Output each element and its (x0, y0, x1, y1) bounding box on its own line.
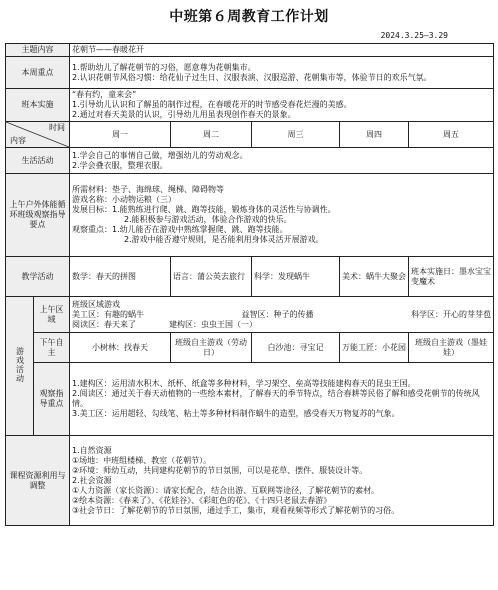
life-content (70, 148, 494, 174)
class-impl-row (6, 89, 494, 122)
afternoon-friday: 班级自主游戏（墨娃娃） (409, 333, 494, 363)
observe-text: 1.幼儿能否在游戏中熟练掌握爬、跳、跑等技能。 (112, 225, 288, 234)
resources-content (70, 436, 494, 526)
day-monday: 周一 (70, 122, 171, 148)
focus-label: 本周重点 (6, 57, 70, 89)
life-row (6, 148, 494, 174)
day-wednesday: 周三 (252, 122, 340, 148)
focus-content (70, 57, 494, 89)
area-reading: 阅读区：春天来了 (72, 319, 136, 329)
outdoor-goal-1 (72, 205, 491, 215)
theme-value: 花朝节——春暖花开 (70, 44, 494, 57)
class-impl-content (70, 89, 494, 122)
resources-line: ③社会节日：了解花朝节的节日氛围，通过手工，集市，观看视频等形式了解花朝节的习俗。 (72, 505, 400, 515)
area-art: 美工区：有趣的蜗牛 (72, 309, 144, 319)
class-impl-label: 班本实施 (6, 89, 70, 122)
observe-label-text: 观察指导重点 (39, 389, 64, 408)
afternoon-thursday: 万能工匠：小花园 (340, 333, 409, 363)
morning-content (70, 297, 494, 333)
observe-label: 观察重点： (72, 225, 112, 234)
teaching-wednesday: 科学：发现蜗牛 (252, 257, 340, 297)
morning-label (34, 297, 70, 333)
afternoon-monday: 小树林：找春天 (70, 333, 171, 363)
date-range: 2024.3.25—3.29 (380, 31, 448, 40)
day-thursday: 周四 (340, 122, 409, 148)
morning-line-2 (72, 320, 491, 330)
morning-line-1 (72, 310, 491, 320)
class-impl-line: 2.通过对春天美景的认识，引导幼儿用虽表现创作春天的景象。 (72, 110, 296, 119)
outdoor-observe-2: 2.游戏中能否遵守规则，是否能利用身体灵活开展游戏。 (124, 235, 324, 244)
outdoor-observe-1 (72, 225, 491, 235)
afternoon-label (34, 333, 70, 363)
observe-line: 1.建构区：运用清水积木、纸杯、纸盒等多种材料，学习架空、垒高等技能建构春天的昆虫王国。 (72, 379, 416, 388)
outdoor-content (70, 174, 494, 257)
resources-line: ①人力资源（家长资源）：请家长配合，结合出游、互联网等途径，了解花朝节的素材。 (72, 485, 380, 495)
goal-text: 1.能熟练进行爬、跳、跑等技能，锻炼身体的灵活性与协调性。 (112, 205, 336, 214)
teaching-thursday: 美术：蜗牛大聚会 (340, 257, 409, 297)
afternoon-label-text: 下午自主 (39, 337, 64, 357)
observe-line: 3.美工区：运用超轻、勾线笔、粘土等多种材料制作蜗牛的造型，感受春天万物复苏的气象。 (72, 409, 400, 418)
document-title: 中班第６周教育工作计划 (169, 9, 329, 25)
resources-line: 2.社会资源 (72, 475, 112, 485)
observe-content (70, 363, 494, 436)
resources-label-text: 课程资源利用与调整 (9, 470, 66, 490)
outdoor-label (6, 174, 70, 257)
morning-title: 班级区域游戏 (72, 299, 120, 309)
resources-line: 1.自然资源 (72, 445, 112, 455)
teaching-row (6, 257, 494, 297)
weekday-header-row (6, 122, 494, 148)
game-label-text: 游戏活动 (15, 346, 25, 383)
plan-table (5, 43, 494, 526)
day-tuesday: 周二 (171, 122, 252, 148)
game-label (6, 297, 34, 436)
life-line: 2.学会叠衣服，整理衣服。 (72, 160, 168, 170)
theme-row (6, 44, 494, 57)
observe-label (34, 363, 70, 436)
focus-row (6, 57, 494, 89)
content-label: 内容 (10, 136, 26, 145)
life-line: 1.学会自己的事情自己做，增强幼儿的劳动观念。 (72, 150, 248, 160)
life-label: 生活活动 (6, 148, 70, 174)
time-label: 时间 (49, 123, 65, 132)
teaching-tuesday: 语言：蒲公英去旅行 (171, 257, 252, 297)
day-friday: 周五 (409, 122, 494, 148)
teaching-friday: 班本实施日：墨水宝宝变魔术 (409, 257, 494, 297)
resources-line: ①场地：中班组楼梯、教室（花朝节）。 (72, 455, 212, 465)
area-building: 建构区：虫虫王国（一） (169, 319, 258, 329)
resources-line: ②绘本资源：《春来了》、《花娃谷》、《彩虹色的花》、《十四只老鼠去春游》 (72, 495, 332, 505)
outdoor-goal-2: 2.能积极参与游戏活动，体验合作游戏的快乐。 (124, 215, 292, 224)
area-puzzle: 益智区：种子的传播 (241, 309, 314, 319)
morning-label-text: 上午区域 (39, 304, 64, 324)
time-content-header (6, 122, 70, 148)
game-morning-row (6, 297, 494, 333)
afternoon-tuesday: 班级自主游戏（劳动日） (171, 333, 252, 363)
outdoor-game: 游戏名称：小动物运粮（三） (72, 195, 176, 204)
focus-line: 2.认识花朝节风俗习惯：给花仙子过生日、汉服表演、汉服巡游、花朝集市等，体验节日的欢乐气氛。 (72, 72, 432, 82)
game-afternoon-row (6, 333, 494, 363)
resources-row (6, 436, 494, 526)
resources-line: ②环境：师幼互动，共同建构花朝节的节日氛围，可以是花草、摆件、服装设计等。 (72, 465, 368, 475)
game-observe-row (6, 363, 494, 436)
teaching-label: 教学活动 (6, 257, 70, 297)
outdoor-row (6, 174, 494, 257)
afternoon-wednesday: 白沙池：寻宝记 (252, 333, 340, 363)
class-impl-line: 1.引导幼儿认识和了解虽的制作过程，在春暖花开的时节感受春花烂漫的美感。 (72, 100, 352, 109)
outdoor-label-text: 上午户外体能循环班级观察指导要点 (9, 200, 66, 229)
resources-label (6, 436, 70, 526)
class-impl-line: “春有约，童来会” (72, 90, 137, 99)
theme-label: 主题内容 (6, 44, 70, 57)
teaching-monday: 数学：春天的拼图 (70, 257, 171, 297)
outdoor-materials: 所需材料：垫子、海绵球、绳梯、障碍物等 (72, 185, 224, 194)
focus-line: 1.帮助幼儿了解花朝节的习俗，愿意尊为花朝集市。 (72, 62, 256, 72)
area-science: 科学区：开心的芽芽苞 (411, 309, 492, 319)
goals-label: 发展目标： (72, 205, 112, 214)
observe-line: 2.阅读区：通过关于春天动植物的一些绘本素材，了解春天的季节特点，结合春耕等民俗了解和感受花朝节的传统风情。 (72, 389, 480, 408)
